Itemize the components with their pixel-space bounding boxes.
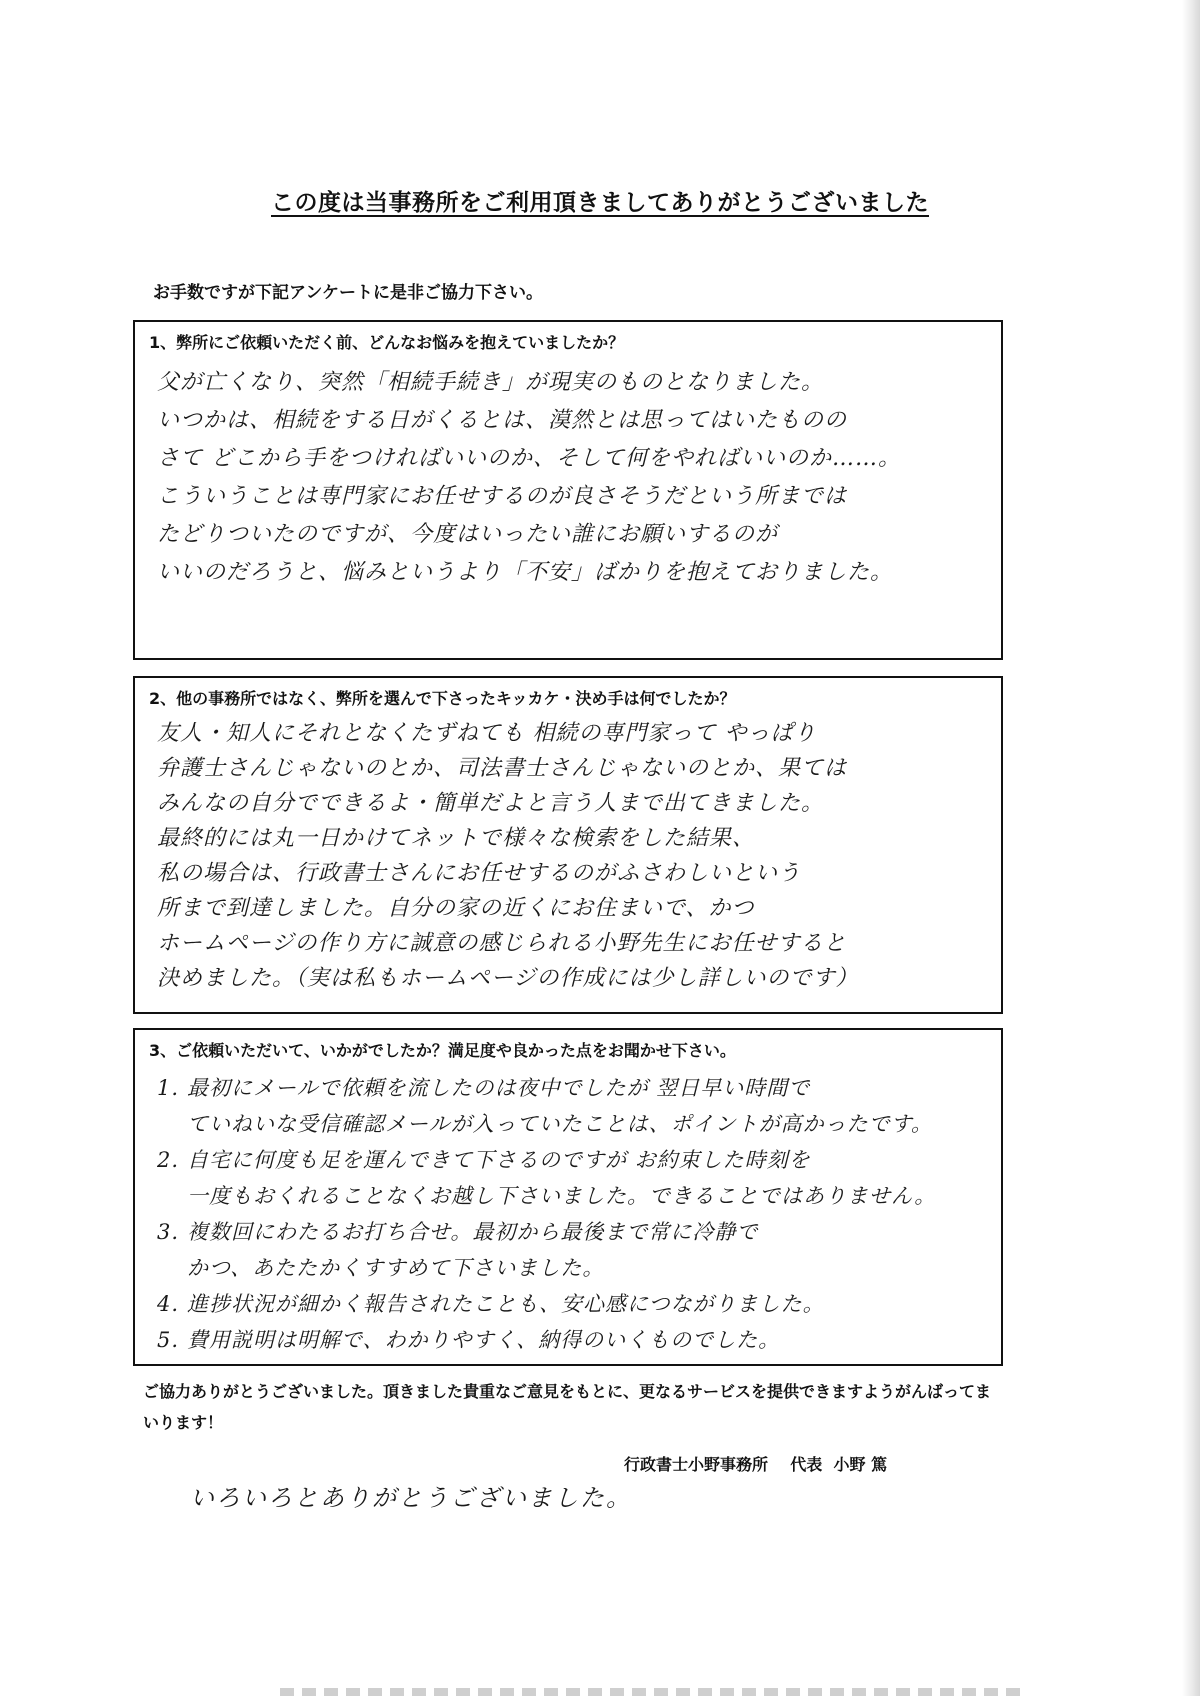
representative-name: 小野 篤 [833,1455,888,1474]
question-box-2 [133,676,1003,1014]
answer-line: 所まで到達しました。自分の家の近くにお住まいで、かつ [157,896,755,921]
item-number: 1. [157,1076,180,1100]
answer-1 [157,364,987,592]
question-2: 2、他の事務所ではなく、弊所を選んで下さったキッカケ・決め手は何でしたか？ [149,689,736,708]
scan-artifact [280,1688,1020,1696]
item-number: 5. [157,1328,180,1352]
answer-line [157,1178,987,1214]
answer-line: いいのだろうと、悩みというより「不安」ばかりを抱えておりました。 [157,560,894,585]
answer-line [157,1106,987,1142]
answer-line: 父が亡くなり、突然「相続手続き」が現実のものとなりました。 [157,370,825,395]
answer-line [157,1070,987,1106]
answer-line: こういうことは専門家にお任せするのが良さそうだという所までは [157,484,848,509]
survey-request: お手数ですが下記アンケートに是非ご協力下さい。 [153,283,543,303]
answer-line: ホームページの作り方に誠意の感じられる小野先生にお任せすると [157,931,847,956]
question-3: 3、ご依頼いただいて、いかがでしたか？満足度や良かった点をお聞かせ下さい。 [149,1041,736,1060]
item-text: 進捗状況が細かく報告されたことも、安心感につながりました。 [187,1292,825,1316]
item-number: 4. [157,1292,180,1316]
answer-line: 決めました。（実は私もホームページの作成には少し詳しいのです） [157,966,859,991]
item-text: 一度もおくれることなくお越し下さいました。できることではありません。 [187,1184,937,1208]
answer-line: さて どこから手をつければいいのか、そして何をやればいいのか……。 [157,446,901,471]
answer-line: たどりついたのですが、今度はいったい誰にお願いするのが [157,522,779,547]
question-1: 1、弊所にご依頼いただく前、どんなお悩みを抱えていましたか？ [149,333,625,352]
answer-3 [157,1070,987,1358]
question-box-1 [133,320,1003,660]
answer-2 [157,716,987,996]
item-number: 3. [157,1220,180,1244]
signature-line [624,1452,887,1475]
office-name: 行政書士小野事務所 [624,1455,769,1474]
handwritten-closing-note: いろいろとありがとうございました。 [190,1484,632,1512]
item-text: かつ、あたたかくすすめて下さいました。 [187,1256,605,1280]
item-text: 自宅に何度も足を運んできて下さるのですが お約束した時刻を [187,1148,811,1172]
item-text: 複数回にわたるお打ち合せ。最初から最後まで常に冷静で [187,1220,759,1244]
item-number: 2. [157,1148,180,1172]
answer-line: 弁護士さんじゃないのとか、司法書士さんじゃないのとか、果ては [157,756,848,781]
question-box-3 [133,1028,1003,1366]
answer-line [157,1214,987,1250]
answer-line: いつかは、相続をする日がくるとは、漠然とは思ってはいたものの [157,408,848,433]
scan-edge-shadow [1182,0,1200,1696]
answer-line: 私の場合は、行政書士さんにお任せするのがふさわしいという [157,861,802,886]
answer-line [157,1142,987,1178]
answer-line: 最終的には丸一日かけてネットで様々な検索をした結果、 [157,826,756,851]
representative-role: 代表 [790,1455,823,1474]
answer-line: みんなの自分でできるよ・簡単だよと言う人まで出てきました。 [157,791,825,816]
item-text: 最初にメールで依頼を流したのは夜中でしたが 翌日早い時間で [187,1076,811,1100]
item-text: 費用説明は明解で、わかりやすく、納得のいくものでした。 [187,1328,781,1352]
answer-line [157,1322,987,1358]
answer-line [157,1250,987,1286]
item-text: ていねいな受信確認メールが入っていたことは、ポイントが高かったです。 [187,1112,933,1136]
page-title: この度は当事務所をご利用頂きましてありがとうございました [271,190,929,216]
thanks-message: ご協力ありがとうございました。頂きました貴重なご意見をもとに、更なるサービスを提供できますようがんばってまいります！ [143,1382,992,1432]
answer-line [157,1286,987,1322]
answer-line: 友人・知人にそれとなくたずねても 相続の専門家って やっぱり [157,721,817,746]
